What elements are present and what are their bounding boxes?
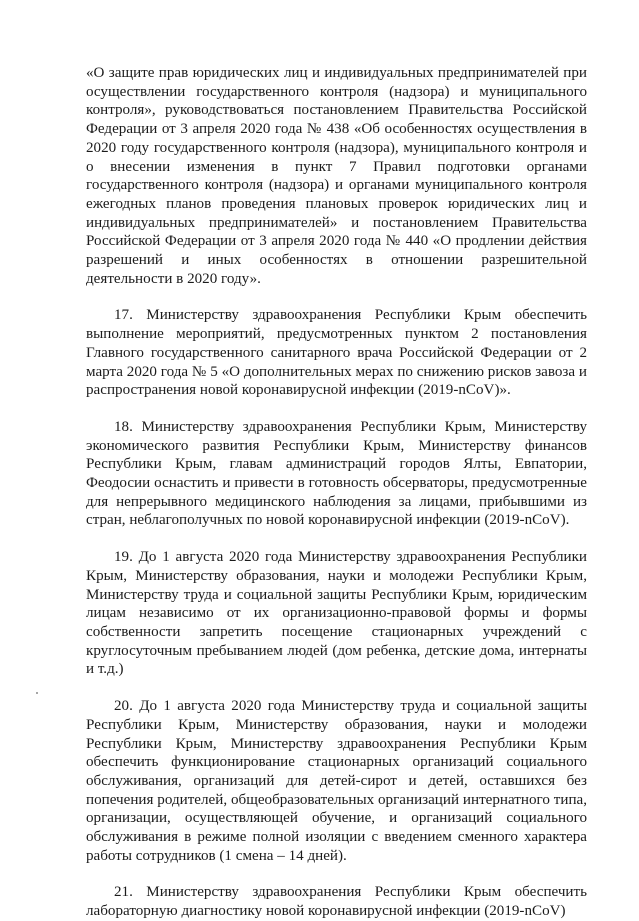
paragraph-continuation: «О защите прав юридических лиц и индивидуальных предпринимателей при осуществлении государственного контроля (надзора) и муниципального контроля», руководствоваться постановлением Правительства Российской Федерации от 3 апреля 2020 года № 438 «Об особенностях осуществления в 2020 году государственного контроля (надзора), муниципального контроля и о внесении изменения в пункт 7 Правил подготовки органами государственного контроля (надзора) и органами муниципального контроля ежегодных планов проведения плановых проверок юридических лиц и индивидуальных предпринимателей» и постановлением Правительства Российской Федерации от 3 апреля 2020 года № 440 «О продлении действия разрешений и иных особенностях в отношении разрешительной деятельности в 2020 году». [86, 65, 587, 287]
paragraph-item-21: 21. Министерству здравоохранения Республики Крым обеспечить лабораторную диагностику новой коронавирусной инфекции (2019-nCoV) [86, 884, 587, 920]
paragraph-item-18: 18. Министерству здравоохранения Республики Крым, Министерству экономического развития Республики Крым, Министерству финансов Республики Крым, главам администраций городов Ялты, Евпатории, Феодосии оснастить и привести в готовность обсерваторы, предусмотренные для непрерывного медицинского наблюдения за лицами, прибывшими из стран, неблагополучных по новой коронавирусной инфекции (2019-nCoV). [86, 418, 587, 529]
paragraph-item-17: 17. Министерству здравоохранения Республики Крым обеспечить выполнение мероприятий, предусмотренных пунктом 2 постановления Главного государственного санитарного врача Российской Федерации от 2 марта 2020 года № 5 «О дополнительных мерах по снижению рисков завоза и распространения новой коронавирусной инфекции (2019-nCoV)». [86, 307, 587, 399]
scan-speck [36, 692, 38, 694]
paragraph-item-20: 20. До 1 августа 2020 года Министерству труда и социальной защиты Республики Крым, Министерству образования, науки и молодежи Республики Крым, Министерству здравоохранения Республики Крым обеспечить функционирование стационарных организаций социального обслуживания, организаций для детей-сирот и детей, оставшихся без попечения родителей, общеобразовательных организаций интернатного типа, организации, осуществляющей обучение, и организаций социального обслуживания в режиме полной изоляции с введением сменного характера работы сотрудников (1 смена – 14 дней). [86, 698, 587, 864]
paragraph-item-19: 19. До 1 августа 2020 года Министерству здравоохранения Республики Крым, Министерству образования, науки и молодежи Республики Крым, Министерству труда и социальной защиты Республики Крым, юридическим лицам независимо от их организационно-правовой формы и формы собственности запретить посещение стационарных учреждений с круглосуточным пребыванием людей (дом ребенка, детские дома, интернаты и т.д.) [86, 549, 587, 678]
